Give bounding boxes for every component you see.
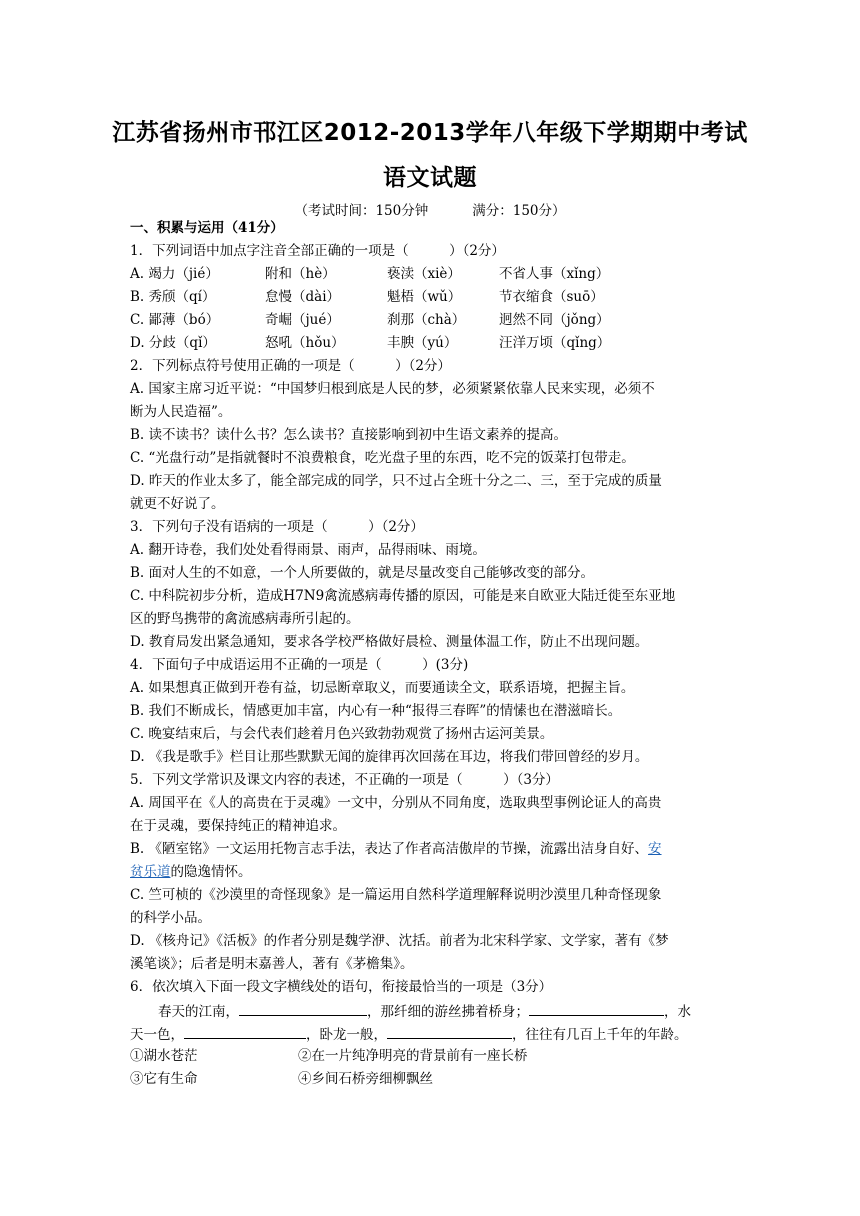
page-subtitle: 语文试题 bbox=[383, 165, 477, 191]
q4-option-b: B. 我们不断成长，情感更加丰富，内心有一种“报得三春晖”的情愫也在潜滋暗长。 bbox=[130, 703, 622, 719]
q5-b-text: B. 《陋室铭》一文运用托物言志手法，表达了作者高洁傲岸的节操，流露出洁身自好、 bbox=[130, 841, 649, 857]
q6-passage-line2 bbox=[130, 1022, 730, 1045]
q1-d-4: 汪洋万顷（qǐng） bbox=[499, 335, 611, 351]
anpin-ledao-link[interactable]: 安 bbox=[648, 841, 662, 857]
q1-c-1: C. 鄙薄（bó） bbox=[130, 312, 220, 328]
q1-c-2: 奇崛（jué） bbox=[265, 312, 340, 328]
q1-a-2: 附和（hè） bbox=[265, 266, 336, 282]
full-score: 满分：150分） bbox=[472, 203, 566, 219]
q1-a-3: 亵渎（xiè） bbox=[387, 266, 461, 282]
q4-stem: 4．下面句子中成语运用不正确的一项是（ ）(3分) bbox=[130, 657, 469, 673]
q2-option-a-cont: 断为人民造福”。 bbox=[130, 404, 232, 420]
q1-d-1: D. 分歧（qǐ） bbox=[130, 335, 216, 351]
q6-options-row1 bbox=[130, 1045, 730, 1068]
exam-content bbox=[130, 217, 730, 1091]
q1-b-1: B. 秀颀（qí） bbox=[130, 289, 216, 305]
q1-d-3: 丰腴（yú） bbox=[387, 335, 458, 351]
q3-option-c: C. 中科院初步分析，造成H7N9禽流感病毒传播的原因，可能是来自欧亚大陆迁徙至东亚地 bbox=[130, 588, 676, 604]
q1-b-4: 节衣缩食（suō） bbox=[499, 289, 604, 305]
q3-option-d: D. 教育局发出紧急通知，要求各学校严格做好晨检、测量体温工作，防止不出现问题。 bbox=[130, 634, 649, 650]
fill-blank-2[interactable] bbox=[529, 999, 664, 1016]
q6-text-4: 天一色， bbox=[130, 1027, 184, 1043]
q5-option-d-cont: 溪笔谈》；后者是明末嘉善人，著有《茅檐集》。 bbox=[130, 956, 414, 972]
q2-option-a: A. 国家主席习近平说：“中国梦归根到底是人民的梦，必须紧紧依靠人民来实现，必须不 bbox=[130, 381, 655, 397]
q4-option-c: C. 晚宴结束后，与会代表们趁着月色兴致勃勃观赏了扬州古运河美景。 bbox=[130, 726, 554, 742]
section-heading: 一、积累与运用（41分） bbox=[130, 220, 284, 236]
q6-text-3: ，水 bbox=[664, 1004, 691, 1020]
q6-text-5: ，卧龙一般， bbox=[306, 1027, 387, 1043]
q1-option-b bbox=[130, 286, 730, 309]
q6-option-3: ③它有生命 bbox=[130, 1071, 198, 1087]
q1-b-2: 怠慢（dài） bbox=[265, 289, 341, 305]
page-title: 江苏省扬州市邗江区2012-2013学年八年级下学期期中考试 bbox=[112, 120, 748, 146]
q1-b-3: 魁梧（wǔ） bbox=[387, 289, 462, 305]
q3-option-b: B. 面对人生的不如意，一个人所要做的，就是尽量改变自己能够改变的部分。 bbox=[130, 565, 595, 581]
exam-info bbox=[0, 199, 860, 219]
q5-option-a: A. 周国平在《人的高贵在于灵魂》一文中，分别从不同角度，选取典型事例论证人的高贵 bbox=[130, 795, 662, 811]
q5-option-c-cont: 的科学小品。 bbox=[130, 910, 211, 926]
q5-b-text-cont: 的隐逸情怀。 bbox=[170, 864, 252, 880]
q3-option-c-cont: 区的野鸟携带的禽流感病毒所引起的。 bbox=[130, 611, 360, 627]
q2-option-b: B. 读不读书？读什么书？怎么读书？直接影响到初中生语文素养的提高。 bbox=[130, 427, 568, 443]
q2-stem: 2．下列标点符号使用正确的一项是（ ）（2分） bbox=[130, 358, 451, 374]
q6-options-row2 bbox=[130, 1068, 730, 1091]
q6-option-2: ②在一片纯净明亮的背景前有一座长桥 bbox=[298, 1048, 528, 1064]
q1-option-d bbox=[130, 332, 730, 355]
q6-passage-line1 bbox=[130, 999, 730, 1022]
q6-stem: 6．依次填入下面一段文字横线处的语句，衔接最恰当的一项是（3分） bbox=[130, 979, 553, 995]
fill-blank-3[interactable] bbox=[184, 1022, 306, 1039]
q1-a-4: 不省人事（xǐng） bbox=[499, 266, 610, 282]
q3-option-a: A. 翻开诗卷，我们处处看得雨景、雨声，品得雨味、雨境。 bbox=[130, 542, 486, 558]
q1-d-2: 怒吼（hǒu） bbox=[265, 335, 345, 351]
q5-option-c: C. 竺可桢的《沙漠里的奇怪现象》是一篇运用自然科学道理解释说明沙漠里几种奇怪现象 bbox=[130, 887, 662, 903]
q5-stem: 5．下列文学常识及课文内容的表述，不正确的一项是（ ）（3分） bbox=[130, 772, 559, 788]
q6-text-6: ，往往有几百上千年的年龄。 bbox=[512, 1027, 688, 1043]
q6-text-2: ，那纤细的游丝拂着桥身； bbox=[367, 1004, 529, 1020]
q5-option-b-cont bbox=[130, 861, 730, 884]
q2-option-d: D. 昨天的作业太多了，能全部完成的同学，只不过占全班十分之二、三，至于完成的质量 bbox=[130, 473, 662, 489]
q2-option-c: C. “光盘行动”是指就餐时不浪费粮食，吃光盘子里的东西，吃不完的饭菜打包带走。 bbox=[130, 450, 635, 466]
q3-stem: 3．下列句子没有语病的一项是（ ）（2分） bbox=[130, 519, 424, 535]
q1-c-3: 刹那（chà） bbox=[387, 312, 466, 328]
q2-option-d-cont: 就更不好说了。 bbox=[130, 496, 225, 512]
q5-option-a-cont: 在于灵魂，要保持纯正的精神追求。 bbox=[130, 818, 346, 834]
anpin-ledao-link-cont[interactable]: 贫乐道 bbox=[130, 864, 171, 880]
q4-option-d: D. 《我是歌手》栏目让那些默默无闻的旋律再次回荡在耳边，将我们带回曾经的岁月。 bbox=[130, 749, 649, 765]
q1-option-c bbox=[130, 309, 730, 332]
q6-text-1: 春天的江南， bbox=[158, 1004, 239, 1020]
q1-c-4: 迥然不同（jǒng） bbox=[499, 312, 610, 328]
fill-blank-1[interactable] bbox=[239, 999, 367, 1016]
fill-blank-4[interactable] bbox=[387, 1022, 512, 1039]
q6-option-1: ①湖水苍茫 bbox=[130, 1048, 198, 1064]
q1-option-a bbox=[130, 263, 730, 286]
q5-option-d: D. 《核舟记》《活板》的作者分别是魏学洢、沈括。前者为北宋科学家、文学家，著有《梦 bbox=[130, 933, 669, 949]
exam-time: （考试时间：150分钟 bbox=[294, 203, 429, 219]
q4-option-a: A. 如果想真正做到开卷有益，切忌断章取义，而要通读全文，联系语境，把握主旨。 bbox=[130, 680, 635, 696]
q1-a-1: A. 竭力（jié） bbox=[130, 266, 219, 282]
q6-option-4: ④乡间石桥旁细柳飘丝 bbox=[298, 1071, 433, 1087]
q5-option-b bbox=[130, 838, 730, 861]
q1-stem: 1．下列词语中加点字注音全部正确的一项是（ ）（2分） bbox=[130, 243, 505, 259]
